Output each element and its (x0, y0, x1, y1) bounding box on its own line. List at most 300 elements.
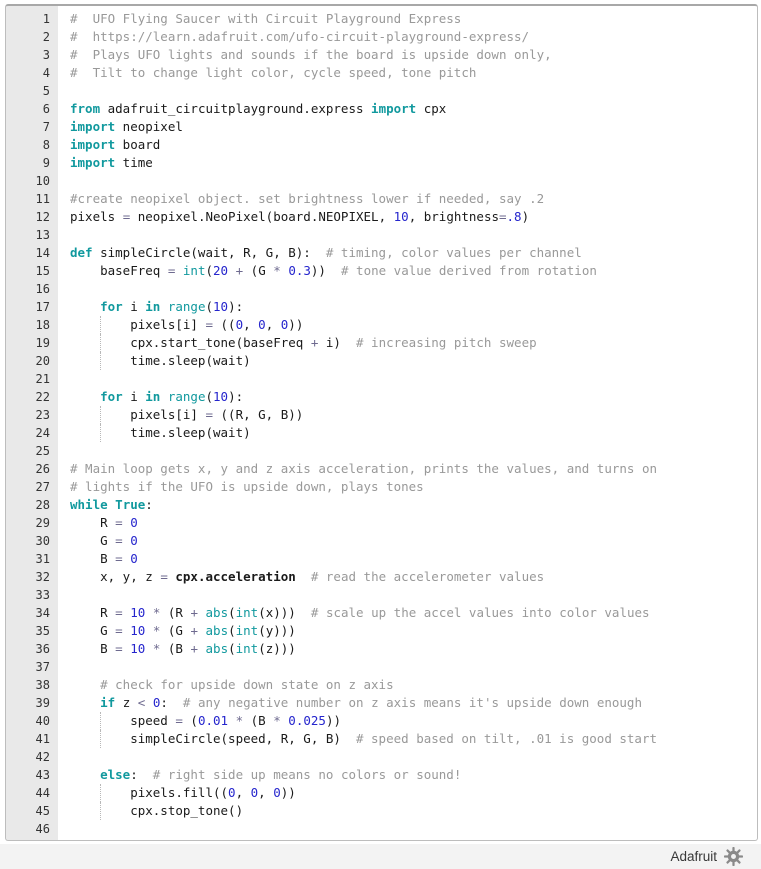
code-line (6, 316, 757, 334)
code-token: # https://learn.adafruit.com/ufo-circuit-playground-express/ (70, 29, 530, 44)
code-line-text (58, 82, 757, 100)
code-token: # scale up the accel values into color values (310, 605, 650, 620)
code-line (6, 478, 757, 496)
line-number: 3 (42, 48, 50, 62)
code-token: 0.3 (288, 263, 311, 278)
code-token: in (145, 389, 161, 404)
code-line-text (58, 154, 757, 172)
indent-guide-line (100, 802, 101, 820)
code-token: in (145, 299, 161, 314)
code-token: ): (228, 299, 244, 314)
code-token (70, 299, 100, 314)
code-token: * (273, 263, 281, 278)
indent-guide-line (100, 730, 101, 748)
code-token: 0 (152, 695, 161, 710)
code-token (198, 623, 206, 638)
code-token: board (115, 137, 161, 152)
code-line (6, 460, 757, 478)
code-token: ( (205, 299, 214, 314)
line-number: 24 (35, 426, 50, 440)
code-line (6, 298, 757, 316)
code-token: # Tilt to change light color, cycle speed, tone pitch (70, 65, 477, 80)
code-line (6, 226, 757, 244)
code-token: range (167, 299, 206, 314)
code-token: , (258, 785, 274, 800)
code-token: neopixel (115, 119, 183, 134)
code-token (160, 299, 168, 314)
line-number: 2 (42, 30, 50, 44)
line-number: 18 (35, 318, 50, 332)
code-token: B (70, 551, 116, 566)
code-token (70, 677, 100, 692)
code-token: ): (228, 389, 244, 404)
code-token (70, 389, 100, 404)
code-token: int (235, 641, 259, 656)
code-token (228, 263, 236, 278)
indent-guide-line (100, 712, 101, 730)
code-token: # Plays UFO lights and sounds if the board is upside down only, (70, 47, 552, 62)
code-token: 10 (213, 389, 229, 404)
code-token: range (167, 389, 206, 404)
code-token: # check for upside down state on z axis (100, 677, 394, 692)
code-token: cpx.stop_tone() (70, 803, 244, 818)
code-line (6, 568, 757, 586)
code-token: = (175, 713, 183, 728)
code-line (6, 406, 757, 424)
code-line (6, 388, 757, 406)
code-token: abs (205, 605, 229, 620)
line-number: 36 (35, 642, 50, 656)
code-token: z (115, 695, 138, 710)
code-token: ( (182, 713, 198, 728)
code-line (6, 190, 757, 208)
code-token: def (70, 245, 93, 260)
code-token: 0 (130, 533, 138, 548)
code-token: cpx.acceleration (175, 569, 296, 584)
code-token: R (70, 605, 116, 620)
code-token: # speed based on tilt, .01 is good start (355, 731, 658, 746)
code-line-text (58, 748, 757, 766)
code-line-text (58, 550, 757, 568)
indent-guide-line (100, 424, 101, 442)
code-token: pixels[i] (70, 407, 206, 422)
line-number: 7 (42, 120, 50, 134)
code-line (6, 604, 757, 622)
code-token: = (160, 569, 168, 584)
code-token: 10 (130, 623, 146, 638)
line-number: 8 (42, 138, 50, 152)
code-line (6, 100, 757, 118)
code-line-text (58, 586, 757, 604)
line-number: 45 (35, 804, 50, 818)
code-line-text (58, 766, 757, 784)
code-token: int (182, 263, 206, 278)
code-line-text (58, 388, 757, 406)
code-token: 0 (228, 785, 236, 800)
line-number: 28 (35, 498, 50, 512)
code-token: else (100, 767, 131, 782)
code-editor (5, 4, 758, 841)
code-line-text (58, 10, 757, 28)
code-token: (B (160, 641, 191, 656)
code-line-text (58, 316, 757, 334)
code-line-text (58, 406, 757, 424)
line-number: 31 (35, 552, 50, 566)
indent-guide-line (100, 316, 101, 334)
code-token: + (190, 605, 198, 620)
code-token: pixels.fill(( (70, 785, 229, 800)
line-number: 25 (35, 444, 50, 458)
code-line (6, 622, 757, 640)
code-line (6, 208, 757, 226)
code-line-text (58, 424, 757, 442)
code-token: + (190, 641, 198, 656)
code-line (6, 64, 757, 82)
code-token: import (70, 119, 116, 134)
code-token: )) (288, 317, 304, 332)
code-token: 10 (130, 641, 146, 656)
code-line (6, 10, 757, 28)
code-token: for (100, 389, 123, 404)
code-line (6, 424, 757, 442)
code-line (6, 442, 757, 460)
code-token: ( (205, 263, 214, 278)
code-token (198, 605, 206, 620)
code-token: # tone value derived from rotation (341, 263, 597, 278)
code-token: (y))) (258, 623, 296, 638)
code-token: (G (243, 263, 274, 278)
code-token: 0 (250, 785, 259, 800)
code-line-text (58, 370, 757, 388)
code-line-text (58, 730, 757, 748)
code-line-text (58, 442, 757, 460)
code-token: G (70, 623, 116, 638)
code-token: + (190, 623, 198, 638)
code-token: ) (521, 209, 530, 224)
code-line (6, 658, 757, 676)
code-line (6, 766, 757, 784)
line-number: 1 (42, 12, 50, 26)
code-line-text (58, 712, 757, 730)
code-token: )) (280, 785, 296, 800)
code-line-text (58, 604, 757, 622)
code-line-text (58, 262, 757, 280)
code-token: (G (160, 623, 191, 638)
line-number: 41 (35, 732, 50, 746)
code-token: : (130, 767, 153, 782)
code-line-text (58, 298, 757, 316)
line-number: 29 (35, 516, 50, 530)
code-token: = (115, 551, 123, 566)
code-line (6, 280, 757, 298)
code-line-text (58, 658, 757, 676)
code-token: True (115, 497, 146, 512)
code-token: R (70, 515, 116, 530)
line-number: 11 (35, 192, 50, 206)
code-token: = (122, 209, 131, 224)
code-lines (6, 10, 757, 838)
code-line-text (58, 802, 757, 820)
gear-icon[interactable] (724, 847, 743, 866)
code-token: cpx.start_tone(baseFreq (70, 335, 311, 350)
code-line-text (58, 118, 757, 136)
line-number: 17 (35, 300, 50, 314)
code-token: pixels (70, 209, 123, 224)
code-token: 0.01 (197, 713, 229, 728)
code-token: adafruit_circuitplayground.express (100, 101, 372, 116)
line-number: 38 (35, 678, 50, 692)
code-token: B (70, 641, 116, 656)
code-line-text (58, 478, 757, 496)
code-line (6, 262, 757, 280)
line-number: 40 (35, 714, 50, 728)
line-number: 39 (35, 696, 50, 710)
code-token: (B (243, 713, 274, 728)
line-number: 32 (35, 570, 50, 584)
line-number: 4 (42, 66, 50, 80)
code-token: )) (310, 263, 341, 278)
code-line (6, 244, 757, 262)
code-line-text (58, 784, 757, 802)
code-line (6, 334, 757, 352)
code-line-text (58, 136, 757, 154)
code-token: = (205, 317, 213, 332)
line-number: 15 (35, 264, 50, 278)
code-line (6, 676, 757, 694)
code-line (6, 28, 757, 46)
code-token: # any negative number on z axis means it's upside down enough (182, 695, 642, 710)
code-token: * (235, 713, 244, 728)
code-token: : (160, 695, 183, 710)
code-token: = (115, 623, 123, 638)
code-token: # Main loop gets x, y and z axis acceleration, prints the values, and turns on (70, 461, 657, 476)
code-token: .8 (506, 209, 522, 224)
code-token: (( (213, 317, 236, 332)
code-line (6, 748, 757, 766)
code-line (6, 154, 757, 172)
code-token: (z))) (258, 641, 296, 656)
code-token: abs (205, 641, 229, 656)
code-token: , (265, 317, 281, 332)
code-token: # UFO Flying Saucer with Circuit Playground Express (70, 11, 462, 26)
line-number: 21 (35, 372, 50, 386)
code-token: = (115, 605, 123, 620)
code-token: while (70, 497, 108, 512)
code-token (145, 641, 153, 656)
line-number: 35 (35, 624, 50, 638)
line-number: 22 (35, 390, 50, 404)
code-token: neopixel.NeoPixel(board.NEOPIXEL, (130, 209, 394, 224)
code-line (6, 730, 757, 748)
indent-guide-line (100, 784, 101, 802)
code-token: + (310, 335, 319, 350)
code-line-text (58, 820, 757, 838)
line-number: 13 (35, 228, 50, 242)
code-token: = (205, 407, 213, 422)
line-number: 30 (35, 534, 50, 548)
line-number: 42 (35, 750, 50, 764)
code-line (6, 514, 757, 532)
code-token: = (115, 641, 123, 656)
code-line-text (58, 568, 757, 586)
code-token: ( (205, 389, 214, 404)
code-token: i (122, 299, 146, 314)
code-token: 0 (258, 317, 266, 332)
line-number: 9 (42, 156, 50, 170)
code-token: : (145, 497, 153, 512)
code-line-text (58, 28, 757, 46)
code-line (6, 370, 757, 388)
code-token: #create neopixel object. set brightness lower if needed, say .2 (70, 191, 545, 206)
adafruit-link[interactable]: Adafruit (670, 849, 717, 864)
code-line-text (58, 496, 757, 514)
code-token: 0.025 (288, 713, 326, 728)
code-token: import (70, 137, 116, 152)
code-token: from (70, 101, 101, 116)
code-token: + (235, 263, 244, 278)
code-token: # read the accelerometer values (310, 569, 545, 584)
code-token: (x))) (258, 605, 311, 620)
code-token: , (243, 317, 259, 332)
code-token: # lights if the UFO is upside down, plays tones (70, 479, 424, 494)
line-number: 27 (35, 480, 50, 494)
code-line-text (58, 676, 757, 694)
line-number: 33 (35, 588, 50, 602)
code-line (6, 550, 757, 568)
line-number: 5 (42, 84, 50, 98)
code-line-text (58, 100, 757, 118)
code-token: time.sleep(wait) (70, 425, 251, 440)
code-token (145, 605, 153, 620)
code-token: baseFreq (70, 263, 168, 278)
code-token: i) (318, 335, 356, 350)
code-token: , brightness (408, 209, 499, 224)
code-token: 10 (393, 209, 409, 224)
code-token (198, 641, 206, 656)
code-line (6, 694, 757, 712)
line-number: 44 (35, 786, 50, 800)
code-token (70, 767, 100, 782)
code-line-text (58, 352, 757, 370)
code-token: ( (228, 623, 236, 638)
code-token: = (115, 533, 123, 548)
code-token: cpx (416, 101, 447, 116)
code-token: # increasing pitch sweep (356, 335, 537, 350)
code-line-text (58, 694, 757, 712)
code-token: (R (160, 605, 191, 620)
code-token: if (100, 695, 116, 710)
indent-guide-line (100, 406, 101, 424)
code-token (70, 695, 100, 710)
embed-footer (0, 844, 761, 869)
code-token: for (100, 299, 123, 314)
code-token: simpleCircle(speed, R, G, B) (70, 731, 356, 746)
code-line (6, 640, 757, 658)
code-token: = (499, 209, 507, 224)
line-number: 34 (35, 606, 50, 620)
code-token: , (235, 785, 251, 800)
code-line (6, 712, 757, 730)
code-line (6, 820, 757, 838)
indent-guide-line (100, 334, 101, 352)
code-token (175, 263, 183, 278)
code-token: 0 (235, 317, 244, 332)
code-token: int (235, 605, 259, 620)
line-number: 6 (42, 102, 50, 116)
code-line-text (58, 226, 757, 244)
code-token: = (115, 515, 123, 530)
code-token: ( (228, 641, 236, 656)
code-line-text (58, 622, 757, 640)
code-token: * (273, 713, 281, 728)
code-token: 0 (130, 551, 138, 566)
code-token (145, 623, 153, 638)
code-token (145, 695, 153, 710)
code-line-text (58, 532, 757, 550)
line-number: 10 (35, 174, 50, 188)
code-token: pixels[i] (70, 317, 206, 332)
code-line (6, 46, 757, 64)
code-token (160, 389, 168, 404)
code-token (228, 713, 236, 728)
code-line (6, 532, 757, 550)
code-line-text (58, 640, 757, 658)
code-token: 20 (213, 263, 229, 278)
code-line-text (58, 244, 757, 262)
code-token: = (167, 263, 176, 278)
line-number: 46 (35, 822, 50, 836)
line-number: 26 (35, 462, 50, 476)
line-number: 16 (35, 282, 50, 296)
code-line (6, 496, 757, 514)
indent-guide-line (100, 352, 101, 370)
code-token: ((R, G, B)) (213, 407, 304, 422)
code-line (6, 118, 757, 136)
code-line-text (58, 172, 757, 190)
code-token: time.sleep(wait) (70, 353, 251, 368)
code-token: # timing, color values per channel (325, 245, 582, 260)
code-line (6, 136, 757, 154)
code-token: ( (228, 605, 236, 620)
code-token: i (122, 389, 146, 404)
code-token: import (70, 155, 116, 170)
line-number: 12 (35, 210, 50, 224)
code-token: * (152, 605, 161, 620)
code-line-text (58, 208, 757, 226)
code-token: 10 (130, 605, 146, 620)
code-token: abs (205, 623, 229, 638)
code-line-text (58, 460, 757, 478)
code-line (6, 586, 757, 604)
code-token: # right side up means no colors or sound! (152, 767, 462, 782)
code-line (6, 172, 757, 190)
code-token: * (152, 623, 161, 638)
code-line-text (58, 514, 757, 532)
line-number: 19 (35, 336, 50, 350)
code-token: 10 (213, 299, 229, 314)
code-token: < (137, 695, 146, 710)
code-token: 0 (130, 515, 138, 530)
code-line (6, 82, 757, 100)
line-number: 37 (35, 660, 50, 674)
code-token: 0 (273, 785, 281, 800)
code-token: import (371, 101, 417, 116)
code-token (296, 569, 311, 584)
code-line-text (58, 190, 757, 208)
code-token: simpleCircle(wait, R, G, B): (92, 245, 326, 260)
code-token: G (70, 533, 116, 548)
code-token: )) (325, 713, 341, 728)
